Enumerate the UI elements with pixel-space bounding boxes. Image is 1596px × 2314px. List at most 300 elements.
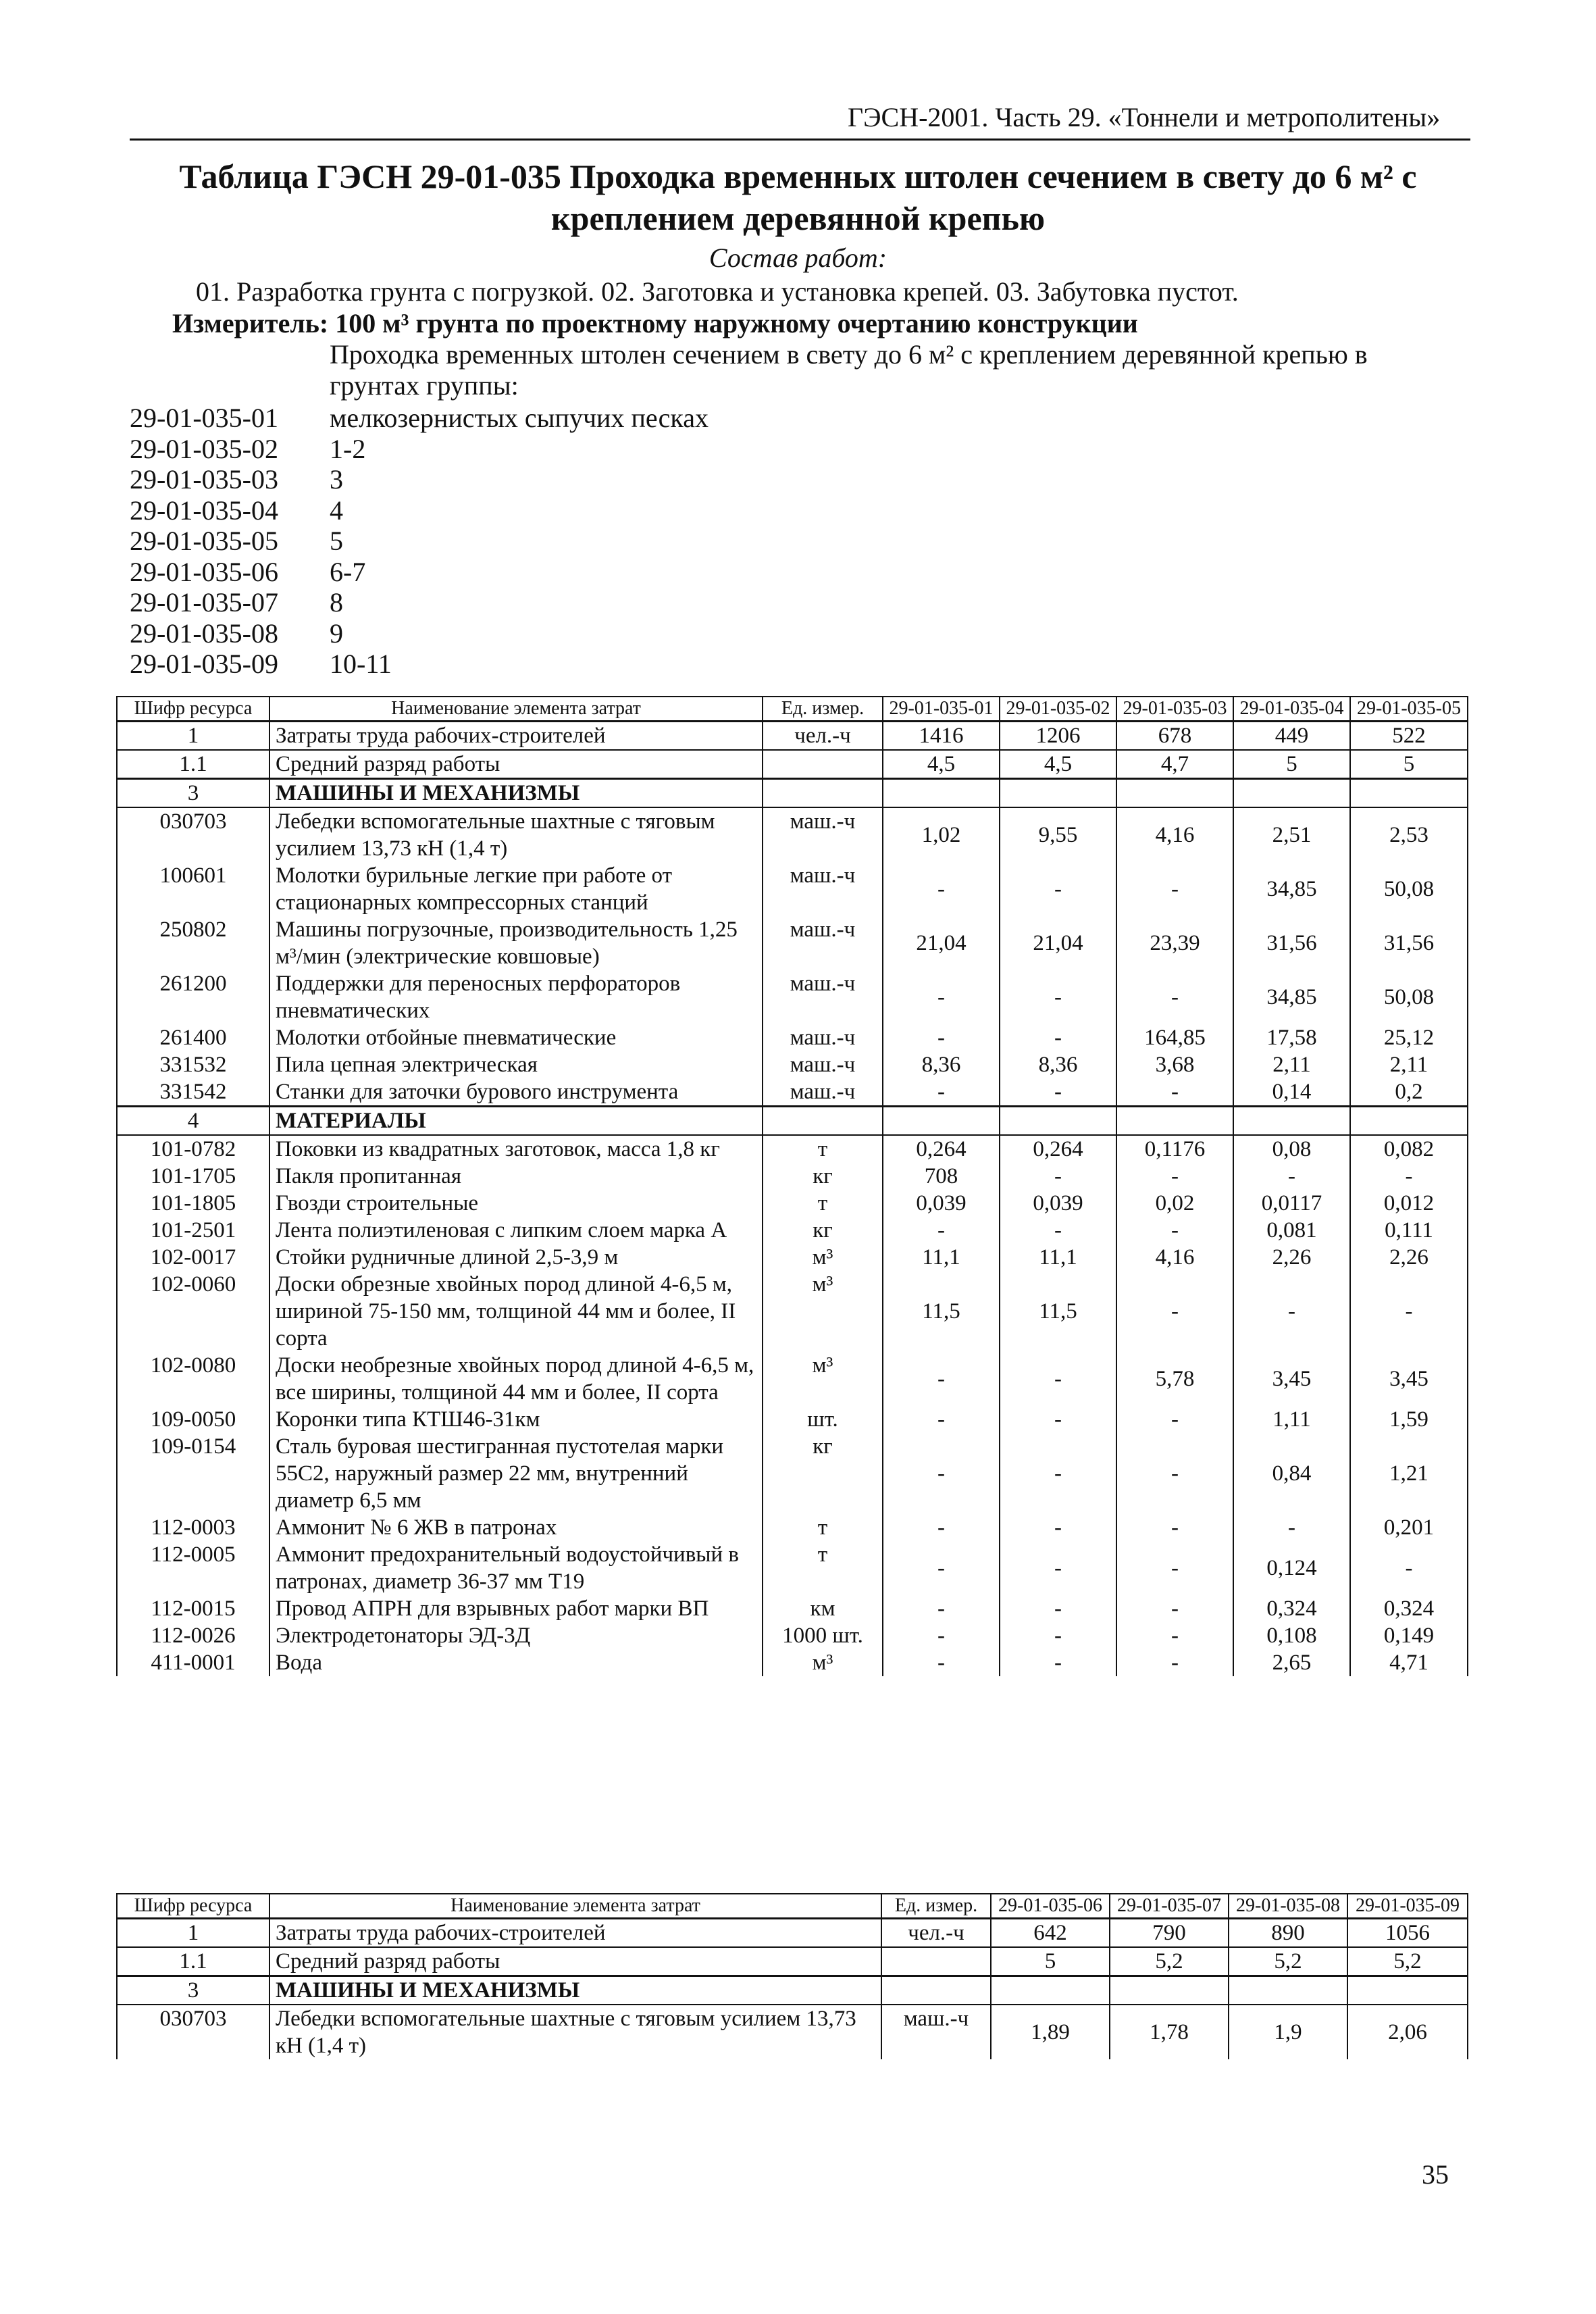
- unit: м³: [763, 1352, 883, 1406]
- norm-value: -: [1000, 862, 1116, 916]
- unit: чел.-ч: [881, 1919, 991, 1948]
- norm-value: 2,26: [1350, 1244, 1468, 1271]
- column-header: Шифр ресурса: [117, 1894, 269, 1919]
- table-row: [117, 1352, 1468, 1406]
- resource-code: 411-0001: [117, 1649, 269, 1676]
- section-row: [117, 779, 1468, 808]
- table-header-row: [117, 697, 1468, 722]
- norm-value: -: [1350, 1541, 1468, 1595]
- norm-value: 0,84: [1233, 1433, 1350, 1514]
- resource-code: 1.1: [117, 1947, 269, 1976]
- norm-value: -: [1116, 862, 1233, 916]
- resource-code: 109-0154: [117, 1433, 269, 1514]
- table-row: [117, 1541, 1468, 1595]
- norm-value: 2,11: [1350, 1051, 1468, 1078]
- soil-group: 8: [330, 587, 343, 618]
- norm-value: 5: [991, 1947, 1110, 1976]
- cost-element-name: Молотки отбойные пневматические: [269, 1024, 763, 1051]
- norm-value: 0,08: [1233, 1135, 1350, 1163]
- table-row: [117, 1514, 1468, 1541]
- unit: маш.-ч: [881, 2005, 991, 2059]
- norm-value: 25,12: [1350, 1024, 1468, 1051]
- unit: кг: [763, 1433, 883, 1514]
- unit: т: [763, 1190, 883, 1217]
- norm-code: 29-01-035-05: [130, 526, 278, 556]
- unit: маш.-ч: [763, 970, 883, 1024]
- section-row: [117, 1107, 1468, 1136]
- norm-value: [883, 1107, 1000, 1136]
- norm-value: -: [883, 1352, 1000, 1406]
- norm-value: -: [1350, 1163, 1468, 1190]
- norm-value: -: [1116, 1622, 1233, 1649]
- norm-value: -: [1350, 1271, 1468, 1352]
- norm-value: 11,1: [1000, 1244, 1116, 1271]
- unit: [763, 750, 883, 779]
- norm-value: 1416: [883, 722, 1000, 751]
- norm-value: 0,082: [1350, 1135, 1468, 1163]
- norm-value: 8,36: [883, 1051, 1000, 1078]
- norm-value: -: [883, 1649, 1000, 1676]
- soil-group: 3: [330, 464, 343, 495]
- resource-code: 101-1805: [117, 1190, 269, 1217]
- table-row: [117, 862, 1468, 916]
- table-row: [117, 1078, 1468, 1107]
- norm-value: 34,85: [1233, 862, 1350, 916]
- norm-value: 4,7: [1116, 750, 1233, 779]
- soil-group: 10-11: [330, 649, 392, 679]
- norm-code: 29-01-035-01: [130, 403, 278, 433]
- norm-value: -: [1000, 1078, 1116, 1107]
- unit: [763, 779, 883, 808]
- unit: [881, 1976, 991, 2005]
- column-header: 29-01-035-08: [1229, 1894, 1347, 1919]
- norm-value: -: [883, 1433, 1000, 1514]
- norm-value: -: [1000, 1217, 1116, 1244]
- unit: км: [763, 1595, 883, 1622]
- norm-value: 0,111: [1350, 1217, 1468, 1244]
- resource-code: 261200: [117, 970, 269, 1024]
- unit: маш.-ч: [763, 1051, 883, 1078]
- norm-value: 1,21: [1350, 1433, 1468, 1514]
- table-row: [117, 1163, 1468, 1190]
- norm-value: -: [1000, 1622, 1116, 1649]
- composition-label: Состав работ:: [709, 243, 887, 273]
- norm-value: 708: [883, 1163, 1000, 1190]
- norm-value: -: [1000, 1514, 1116, 1541]
- cost-element-name: Коронки типа КТШ46-31км: [269, 1406, 763, 1433]
- column-header: 29-01-035-05: [1350, 697, 1468, 722]
- norm-value: [1347, 1976, 1468, 2005]
- norm-value: 5,2: [1110, 1947, 1229, 1976]
- norm-value: -: [1116, 1433, 1233, 1514]
- norm-value: [1116, 779, 1233, 808]
- soil-group: 9: [330, 618, 343, 649]
- resource-code: 109-0050: [117, 1406, 269, 1433]
- table-row: [117, 1947, 1468, 1976]
- resource-code: 102-0017: [117, 1244, 269, 1271]
- section-row: [117, 1976, 1468, 2005]
- works-list: 01. Разработка грунта с погрузкой. 02. Заготовка и установка крепей. 03. Забутовка пустот.: [196, 276, 1239, 307]
- unit: маш.-ч: [763, 1078, 883, 1107]
- norm-value: [1229, 1976, 1347, 2005]
- unit: маш.-ч: [763, 1024, 883, 1051]
- norm-code: 29-01-035-02: [130, 433, 278, 464]
- norm-value: 5,2: [1347, 1947, 1468, 1976]
- resource-code: 261400: [117, 1024, 269, 1051]
- norm-value: 34,85: [1233, 970, 1350, 1024]
- norm-value: 522: [1350, 722, 1468, 751]
- resource-code: 101-2501: [117, 1217, 269, 1244]
- column-header: 29-01-035-04: [1233, 697, 1350, 722]
- resource-code: 331542: [117, 1078, 269, 1107]
- norm-value: 0,14: [1233, 1078, 1350, 1107]
- column-header: 29-01-035-07: [1110, 1894, 1229, 1919]
- norm-value: -: [1000, 1024, 1116, 1051]
- norm-value: 2,65: [1233, 1649, 1350, 1676]
- norm-value: 2,51: [1233, 807, 1350, 862]
- soil-group: 6-7: [330, 556, 366, 587]
- norm-value: 678: [1116, 722, 1233, 751]
- code-list-item: [130, 587, 709, 618]
- norm-value: -: [1233, 1514, 1350, 1541]
- norm-value: -: [883, 1217, 1000, 1244]
- norm-value: 2,06: [1347, 2005, 1468, 2059]
- norm-value: 0,1176: [1116, 1135, 1233, 1163]
- norm-value: 11,5: [883, 1271, 1000, 1352]
- norm-value: 0,264: [883, 1135, 1000, 1163]
- resource-code: 4: [117, 1107, 269, 1136]
- norm-value: 5: [1233, 750, 1350, 779]
- column-header: Ед. измер.: [881, 1894, 991, 1919]
- norm-value: 0,012: [1350, 1190, 1468, 1217]
- soil-group: 5: [330, 526, 343, 556]
- norm-value: [1233, 1107, 1350, 1136]
- column-header: 29-01-035-09: [1347, 1894, 1468, 1919]
- norm-value: -: [883, 862, 1000, 916]
- norm-value: [883, 779, 1000, 808]
- code-list-item: [130, 464, 709, 495]
- norm-code: 29-01-035-06: [130, 556, 278, 587]
- norm-value: -: [1116, 1649, 1233, 1676]
- unit: м³: [763, 1649, 883, 1676]
- norm-value: [1000, 779, 1116, 808]
- running-header: ГЭСН-2001. Часть 29. «Тоннели и метрополитены»: [848, 102, 1441, 132]
- norm-value: 2,26: [1233, 1244, 1350, 1271]
- table-row: [117, 1135, 1468, 1163]
- code-list: [130, 403, 709, 680]
- norm-value: -: [1116, 1406, 1233, 1433]
- norm-value: 5,2: [1229, 1947, 1347, 1976]
- norm-value: 790: [1110, 1919, 1229, 1948]
- norm-value: 0,324: [1233, 1595, 1350, 1622]
- table-row: [117, 1271, 1468, 1352]
- cost-element-name: Средний разряд работы: [269, 1947, 881, 1976]
- norm-value: 4,5: [1000, 750, 1116, 779]
- unit: кг: [763, 1163, 883, 1190]
- norm-value: 4,16: [1116, 807, 1233, 862]
- resource-code: 3: [117, 779, 269, 808]
- norm-value: -: [883, 1514, 1000, 1541]
- resource-code: 3: [117, 1976, 269, 2005]
- norm-value: 50,08: [1350, 862, 1468, 916]
- soil-group: 4: [330, 495, 343, 526]
- norm-value: 1056: [1347, 1919, 1468, 1948]
- table-row: [117, 1433, 1468, 1514]
- norm-value: -: [1000, 1595, 1116, 1622]
- norm-value: 50,08: [1350, 970, 1468, 1024]
- norm-value: 0,264: [1000, 1135, 1116, 1163]
- norm-value: [1233, 779, 1350, 808]
- norm-value: 0,039: [1000, 1190, 1116, 1217]
- resource-code: 1.1: [117, 750, 269, 779]
- norm-value: 1,78: [1110, 2005, 1229, 2059]
- norm-value: -: [883, 1406, 1000, 1433]
- norm-value: [1000, 1107, 1116, 1136]
- code-list-item: [130, 403, 709, 434]
- norm-value: -: [1000, 1163, 1116, 1190]
- norm-value: 8,36: [1000, 1051, 1116, 1078]
- norm-value: 0,02: [1116, 1190, 1233, 1217]
- norm-value: 0,201: [1350, 1514, 1468, 1541]
- norm-value: 31,56: [1350, 916, 1468, 970]
- cost-element-name: Пакля пропитанная: [269, 1163, 763, 1190]
- table-row: [117, 1406, 1468, 1433]
- cost-element-name: Машины погрузочные, производительность 1,25 м³/мин (электрические ковшовые): [269, 916, 763, 970]
- code-list-item: [130, 434, 709, 465]
- cost-element-name: МАТЕРИАЛЫ: [269, 1107, 763, 1136]
- norm-value: -: [883, 1622, 1000, 1649]
- intro-text: Проходка временных штолен сечением в свету до 6 м² с креплением деревянной крепью в грунтах группы:: [330, 339, 1368, 401]
- cost-element-name: Молотки бурильные легкие при работе от стационарных компрессорных станций: [269, 862, 763, 916]
- norm-code: 29-01-035-07: [130, 587, 278, 618]
- column-header: 29-01-035-06: [991, 1894, 1110, 1919]
- soil-group: 1-2: [330, 433, 366, 464]
- resource-code: 250802: [117, 916, 269, 970]
- cost-element-name: МАШИНЫ И МЕХАНИЗМЫ: [269, 1976, 881, 2005]
- resource-code: 112-0026: [117, 1622, 269, 1649]
- norm-value: -: [883, 1078, 1000, 1107]
- norms-table-2: [116, 1893, 1468, 2059]
- cost-element-name: Вода: [269, 1649, 763, 1676]
- norm-code: 29-01-035-04: [130, 495, 278, 526]
- resource-code: 030703: [117, 2005, 269, 2059]
- norm-value: -: [1116, 1595, 1233, 1622]
- cost-element-name: Электродетонаторы ЭД-3Д: [269, 1622, 763, 1649]
- norm-value: 642: [991, 1919, 1110, 1948]
- unit: м³: [763, 1244, 883, 1271]
- norm-value: 0,2: [1350, 1078, 1468, 1107]
- column-header: Ед. измер.: [763, 697, 883, 722]
- norm-code: 29-01-035-08: [130, 618, 278, 649]
- unit: [763, 1107, 883, 1136]
- cost-element-name: МАШИНЫ И МЕХАНИЗМЫ: [269, 779, 763, 808]
- table-row: [117, 1217, 1468, 1244]
- cost-element-name: Средний разряд работы: [269, 750, 763, 779]
- norm-value: -: [1116, 1541, 1233, 1595]
- norm-value: 0,081: [1233, 1217, 1350, 1244]
- resource-code: 112-0003: [117, 1514, 269, 1541]
- unit: т: [763, 1514, 883, 1541]
- norm-value: -: [1116, 1271, 1233, 1352]
- norm-value: 9,55: [1000, 807, 1116, 862]
- norms-table-1: [116, 696, 1468, 1676]
- resource-code: 112-0015: [117, 1595, 269, 1622]
- table-row: [117, 1024, 1468, 1051]
- table-row: [117, 1919, 1468, 1948]
- resource-code: 101-0782: [117, 1135, 269, 1163]
- cost-element-name: Аммонит предохранительный водоустойчивый в патронах, диаметр 36-37 мм Т19: [269, 1541, 763, 1595]
- cost-element-name: Аммонит № 6 ЖВ в патронах: [269, 1514, 763, 1541]
- cost-element-name: Сталь буровая шестигранная пустотелая марки 55С2, наружный размер 22 мм, внутренний диаметр 6,5 мм: [269, 1433, 763, 1514]
- table-row: [117, 1190, 1468, 1217]
- cost-element-name: Лебедки вспомогательные шахтные с тяговым усилием 13,73 кН (1,4 т): [269, 807, 763, 862]
- table-row: [117, 1595, 1468, 1622]
- norm-value: 0,0117: [1233, 1190, 1350, 1217]
- cost-element-name: Провод АПРН для взрывных работ марки ВП: [269, 1595, 763, 1622]
- header-rule: [130, 139, 1470, 141]
- norm-value: 3,45: [1350, 1352, 1468, 1406]
- resource-code: 101-1705: [117, 1163, 269, 1190]
- norm-value: 21,04: [1000, 916, 1116, 970]
- unit: маш.-ч: [763, 916, 883, 970]
- cost-element-name: Затраты труда рабочих-строителей: [269, 722, 763, 751]
- unit: маш.-ч: [763, 807, 883, 862]
- table-row: [117, 916, 1468, 970]
- norm-value: 0,108: [1233, 1622, 1350, 1649]
- norm-value: 4,71: [1350, 1649, 1468, 1676]
- column-header: Наименование элемента затрат: [269, 697, 763, 722]
- norm-value: [991, 1976, 1110, 2005]
- unit: м³: [763, 1271, 883, 1352]
- unit: чел.-ч: [763, 722, 883, 751]
- resource-code: 1: [117, 1919, 269, 1948]
- norm-value: 1,59: [1350, 1406, 1468, 1433]
- cost-element-name: Поковки из квадратных заготовок, масса 1,8 кг: [269, 1135, 763, 1163]
- norm-value: 4,5: [883, 750, 1000, 779]
- norm-value: 21,04: [883, 916, 1000, 970]
- resource-code: 331532: [117, 1051, 269, 1078]
- code-list-item: [130, 649, 709, 680]
- column-header: Наименование элемента затрат: [269, 1894, 881, 1919]
- unit: [881, 1947, 991, 1976]
- norm-value: -: [883, 1024, 1000, 1051]
- norm-value: [1350, 1107, 1468, 1136]
- norm-value: 17,58: [1233, 1024, 1350, 1051]
- norm-value: -: [883, 970, 1000, 1024]
- table-title: Таблица ГЭСН 29-01-035 Проходка временных штолен сечением в свету до 6 м² с креплением деревянной крепью: [179, 157, 1417, 237]
- norm-value: [1116, 1107, 1233, 1136]
- norm-value: 0,149: [1350, 1622, 1468, 1649]
- unit: т: [763, 1135, 883, 1163]
- norm-code: 29-01-035-03: [130, 464, 278, 495]
- norm-value: -: [1116, 1078, 1233, 1107]
- norm-value: 1,11: [1233, 1406, 1350, 1433]
- cost-element-name: Стойки рудничные длиной 2,5-3,9 м: [269, 1244, 763, 1271]
- norm-value: 1,89: [991, 2005, 1110, 2059]
- cost-element-name: Лебедки вспомогательные шахтные с тяговым усилием 13,73 кН (1,4 т): [269, 2005, 881, 2059]
- resource-code: 030703: [117, 807, 269, 862]
- norm-value: -: [1000, 1433, 1116, 1514]
- table-row: [117, 1051, 1468, 1078]
- table-row: [117, 2005, 1468, 2059]
- column-header: 29-01-035-02: [1000, 697, 1116, 722]
- norm-value: 1,9: [1229, 2005, 1347, 2059]
- code-list-item: [130, 618, 709, 649]
- norm-value: -: [1000, 1541, 1116, 1595]
- norm-value: -: [1000, 1406, 1116, 1433]
- norm-code: 29-01-035-09: [130, 649, 278, 679]
- resource-code: 102-0080: [117, 1352, 269, 1406]
- norm-value: 449: [1233, 722, 1350, 751]
- norm-value: [1110, 1976, 1229, 2005]
- code-list-item: [130, 557, 709, 588]
- resource-code: 102-0060: [117, 1271, 269, 1352]
- cost-element-name: Станки для заточки бурового инструмента: [269, 1078, 763, 1107]
- norm-value: 11,1: [883, 1244, 1000, 1271]
- table-row: [117, 970, 1468, 1024]
- cost-element-name: Гвозди строительные: [269, 1190, 763, 1217]
- column-header: 29-01-035-03: [1116, 697, 1233, 722]
- unit: т: [763, 1541, 883, 1595]
- norm-value: -: [1000, 1649, 1116, 1676]
- cost-element-name: Затраты труда рабочих-строителей: [269, 1919, 881, 1948]
- unit: кг: [763, 1217, 883, 1244]
- norm-value: 3,68: [1116, 1051, 1233, 1078]
- cost-element-name: Пила цепная электрическая: [269, 1051, 763, 1078]
- unit: шт.: [763, 1406, 883, 1433]
- cost-element-name: Доски необрезные хвойных пород длиной 4-6,5 м, все ширины, толщиной 44 мм и более, II сорта: [269, 1352, 763, 1406]
- norm-value: [1350, 779, 1468, 808]
- norm-value: -: [1233, 1163, 1350, 1190]
- table-row: [117, 1622, 1468, 1649]
- table-row: [117, 1649, 1468, 1676]
- table-header-row: [117, 1894, 1468, 1919]
- norm-value: 890: [1229, 1919, 1347, 1948]
- meter-line: Измеритель: 100 м³ грунта по проектному наружному очертанию конструкции: [172, 308, 1138, 338]
- norm-value: 2,11: [1233, 1051, 1350, 1078]
- table-row: [117, 750, 1468, 779]
- unit: 1000 шт.: [763, 1622, 883, 1649]
- table-row: [117, 1244, 1468, 1271]
- table-row: [117, 807, 1468, 862]
- norm-value: 4,16: [1116, 1244, 1233, 1271]
- cost-element-name: Лента полиэтиленовая с липким слоем марка А: [269, 1217, 763, 1244]
- norm-value: 164,85: [1116, 1024, 1233, 1051]
- cost-element-name: Поддержки для переносных перфораторов пневматических: [269, 970, 763, 1024]
- norm-value: -: [1116, 970, 1233, 1024]
- norm-value: -: [1000, 1352, 1116, 1406]
- cost-element-name: Доски обрезные хвойных пород длиной 4-6,5 м, шириной 75-150 мм, толщиной 44 мм и более, II сорта: [269, 1271, 763, 1352]
- norm-value: 1206: [1000, 722, 1116, 751]
- norm-value: 5,78: [1116, 1352, 1233, 1406]
- norm-value: -: [1000, 970, 1116, 1024]
- code-list-item: [130, 495, 709, 526]
- norm-value: -: [1116, 1514, 1233, 1541]
- page-number: 35: [1422, 2159, 1449, 2190]
- norm-value: 0,124: [1233, 1541, 1350, 1595]
- norm-value: 23,39: [1116, 916, 1233, 970]
- norm-value: -: [883, 1595, 1000, 1622]
- column-header: 29-01-035-01: [883, 697, 1000, 722]
- norm-value: 5: [1350, 750, 1468, 779]
- resource-code: 1: [117, 722, 269, 751]
- norm-value: 1,02: [883, 807, 1000, 862]
- soil-group: мелкозернистых сыпучих песках: [330, 403, 709, 433]
- norm-value: 3,45: [1233, 1352, 1350, 1406]
- resource-code: 100601: [117, 862, 269, 916]
- norm-value: 0,324: [1350, 1595, 1468, 1622]
- norm-value: -: [883, 1541, 1000, 1595]
